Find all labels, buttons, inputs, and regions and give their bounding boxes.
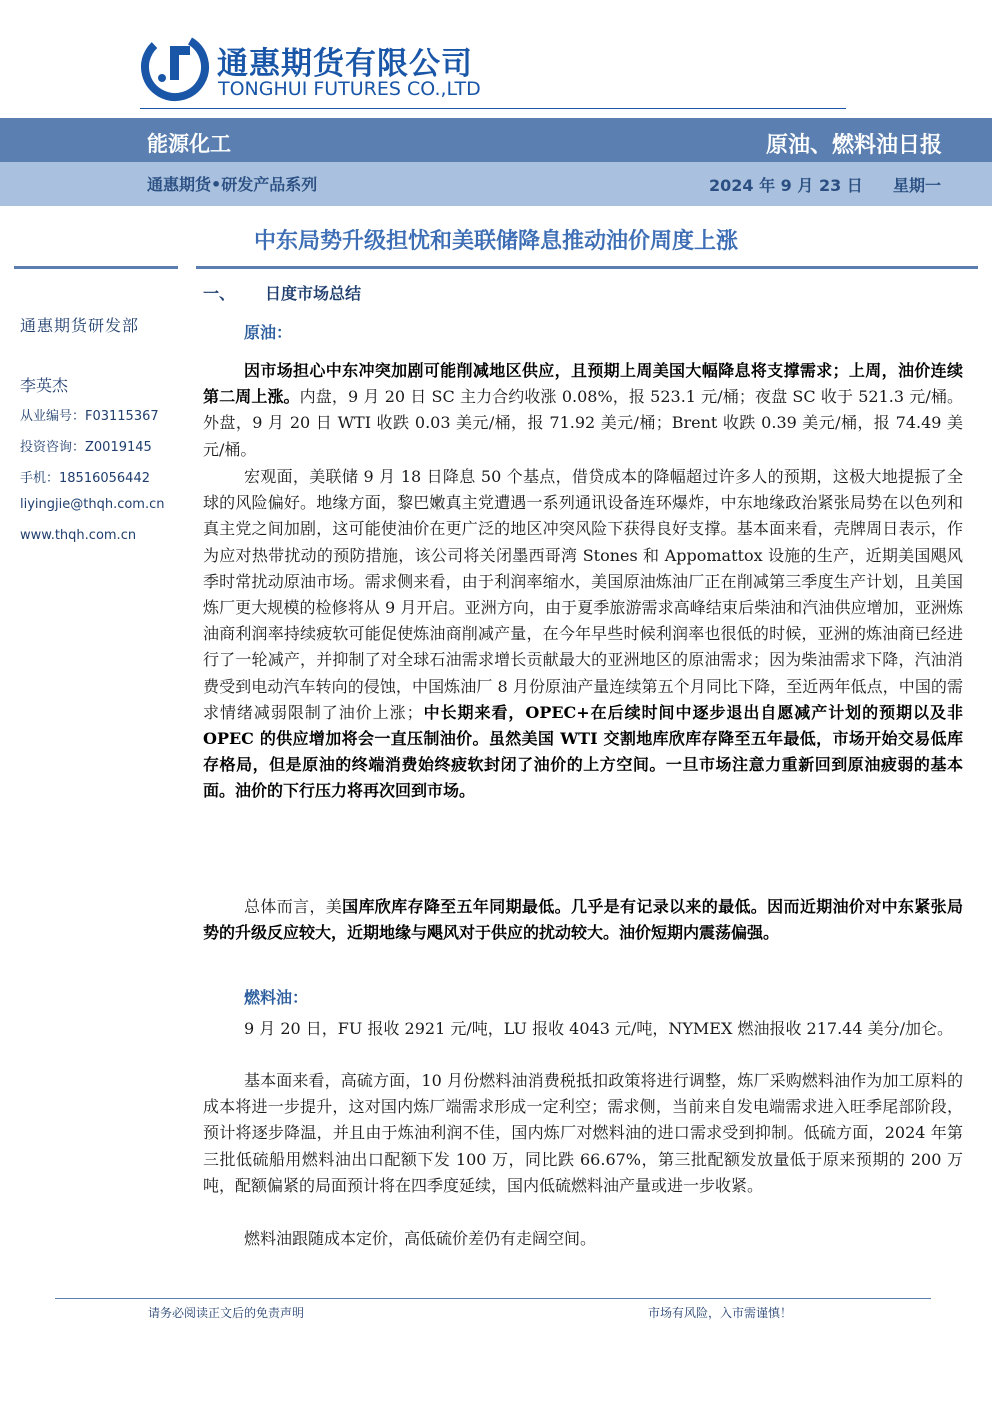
fuel-paragraph-1: 9 月 20 日，FU 报收 2921 元/吨，LU 报收 4043 元/吨，NYMEX 燃油报收 217.44 美分/加仑。 (244, 1019, 954, 1038)
tonghui-logo-icon (140, 32, 210, 102)
crude-p1-bold: 因市场担心中东冲突加剧可能削减地区供应，且预期上周美国大幅降息将支撑需求；上周，油价连续第二周上涨。 (203, 361, 963, 407)
fuel-paragraph-2: 基本面来看，高硫方面，10 月份燃料油消费税抵扣政策将进行调整，炼厂采购燃料油作为加工原料的成本将进一步提升，这对国内炼厂端需求形成一定利空；需求侧，当前来自发电端需求进入旺季尾部阶段，预计将逐步降温，并且由于炼油利润不佳，国内炼厂对燃料油的进口需求受到抑制。低硫方面，2024 年第三批低硫船用燃料油出口配额下发 100 万，同比跌 66.67%，第三批配额发放量低于原来预期的 200 万吨，配额偏紧的局面预计将在四季度延续，国内低硫燃料油产量或进一步收紧。 (203, 1071, 963, 1195)
section-heading (203, 281, 361, 304)
crude-p2-bold: 中长期来看，OPEC+在后续时间中逐步退出自愿减产计划的预期以及非 OPEC 的供应增加将会一直压制油价。虽然美国 WTI 交割地库欣库存降至五年最低，市场开始交易低库存格局，但是原油的终端消费始终疲软封闭了油价的上方空间。一旦市场注意力重新回到原油疲弱的基本面。油价的下行压力将再次回到市场。 (203, 702, 963, 801)
report-date: 2024 年 9 月 23 日 (709, 176, 863, 195)
company-name-en: TONGHUI FUTURES CO.,LTD (218, 78, 481, 100)
analyst-phone: 手机：18516056442 (20, 471, 150, 486)
footer-divider (55, 1298, 931, 1299)
crude-p1-text: 内盘，9 月 20 日 SC 主力合约收涨 0.08%，报 523.1 元/桶；夜盘 SC 收于 521.3 元/桶。外盘，9 月 20 日 WTI 收跌 0.03 美元/桶，报 71.92 美元/桶；Brent 收跌 0.39 美元/桶，报 74.49 美元/桶。 (203, 387, 963, 459)
crude-paragraph-1 (203, 358, 963, 463)
crude-p3-text: 总体而言，美 (244, 897, 343, 916)
fuel-paragraph-3: 燃料油跟随成本定价，高低硫价差仍有走阔空间。 (244, 1229, 597, 1248)
analyst-name: 李英杰 (20, 376, 69, 395)
sector-label: 能源化工 (147, 132, 231, 156)
footer-disclaimer: 请务必阅读正文后的免责声明 (148, 1306, 305, 1320)
section-title: 日度市场总结 (265, 284, 362, 303)
crude-subtitle: 原油： (244, 323, 293, 342)
sidebar-department: 通惠期货研发部 (20, 316, 140, 335)
report-weekday: 星期一 (893, 176, 942, 195)
analyst-consult-id: 投资咨询：Z0019145 (20, 440, 152, 455)
crude-paragraph-2 (203, 464, 963, 805)
crude-paragraph-3 (203, 894, 963, 946)
company-name-cn: 通惠期货有限公司 (217, 46, 473, 82)
analyst-email: liyingjie@thqh.com.cn (20, 497, 165, 512)
page-title: 中东局势升级担忧和美联储降息推动油价周度上涨 (253, 229, 738, 254)
analyst-license: 从业编号：F03115367 (20, 409, 159, 424)
header-divider (140, 108, 846, 109)
sidebar-divider (14, 266, 178, 269)
content-divider (196, 266, 978, 269)
series-label: 通惠期货•研发产品系列 (147, 175, 318, 194)
company-website: www.thqh.com.cn (20, 528, 137, 543)
fuel-subtitle: 燃料油： (244, 988, 309, 1007)
crude-p3-bold: 国库欣库存降至五年同期最低。几乎是有记录以来的最低。因而近期油价对中东紧张局势的升级反应较大，近期地缘与飓风对于供应的扰动较大。油价短期内震荡偏强。 (203, 897, 963, 943)
section-number: 一、 (203, 284, 236, 303)
crude-p2-text: 宏观面，美联储 9 月 18 日降息 50 个基点，借贷成本的降幅超过许多人的预期，这极大地提振了全球的风险偏好。地缘方面，黎巴嫩真主党遭遇一系列通讯设备连环爆炸，中东地缘政治紧张局势在以色列和真主党之间加剧，这可能使油价在更广泛的地区冲突风险下获得良好支撑。基本面来看，壳牌周日表示，作为应对热带扰动的预防措施，该公司将关闭墨西哥湾 Stones 和 Appomattox 设施的生产，近期美国飓风季时常扰动原油市场。需求侧来看，由于利润率缩水，美国原油炼油厂正在削减第三季度生产计划，且美国炼厂更大规模的检修将从 9 月开启。亚洲方向，由于夏季旅游需求高峰结束后柴油和汽油供应增加，亚洲炼油商利润率持续疲软可能促使炼油商削减产量，在今年早些时候利润率也很低的时候，亚洲的炼油商已经进行了一轮减产，并抑制了对全球石油需求增长贡献最大的亚洲地区的原油需求；因为柴油需求下降，汽油消费受到电动汽车转向的侵蚀，中国炼油厂 8 月份原油产量连续第五个月同比下降，至近两年低点，中国的需求情绪减弱限制了油价上涨； (203, 467, 963, 722)
footer-risk-warning: 市场有风险，入市需谨慎！ (648, 1306, 793, 1320)
report-name: 原油、燃料油日报 (765, 133, 942, 158)
